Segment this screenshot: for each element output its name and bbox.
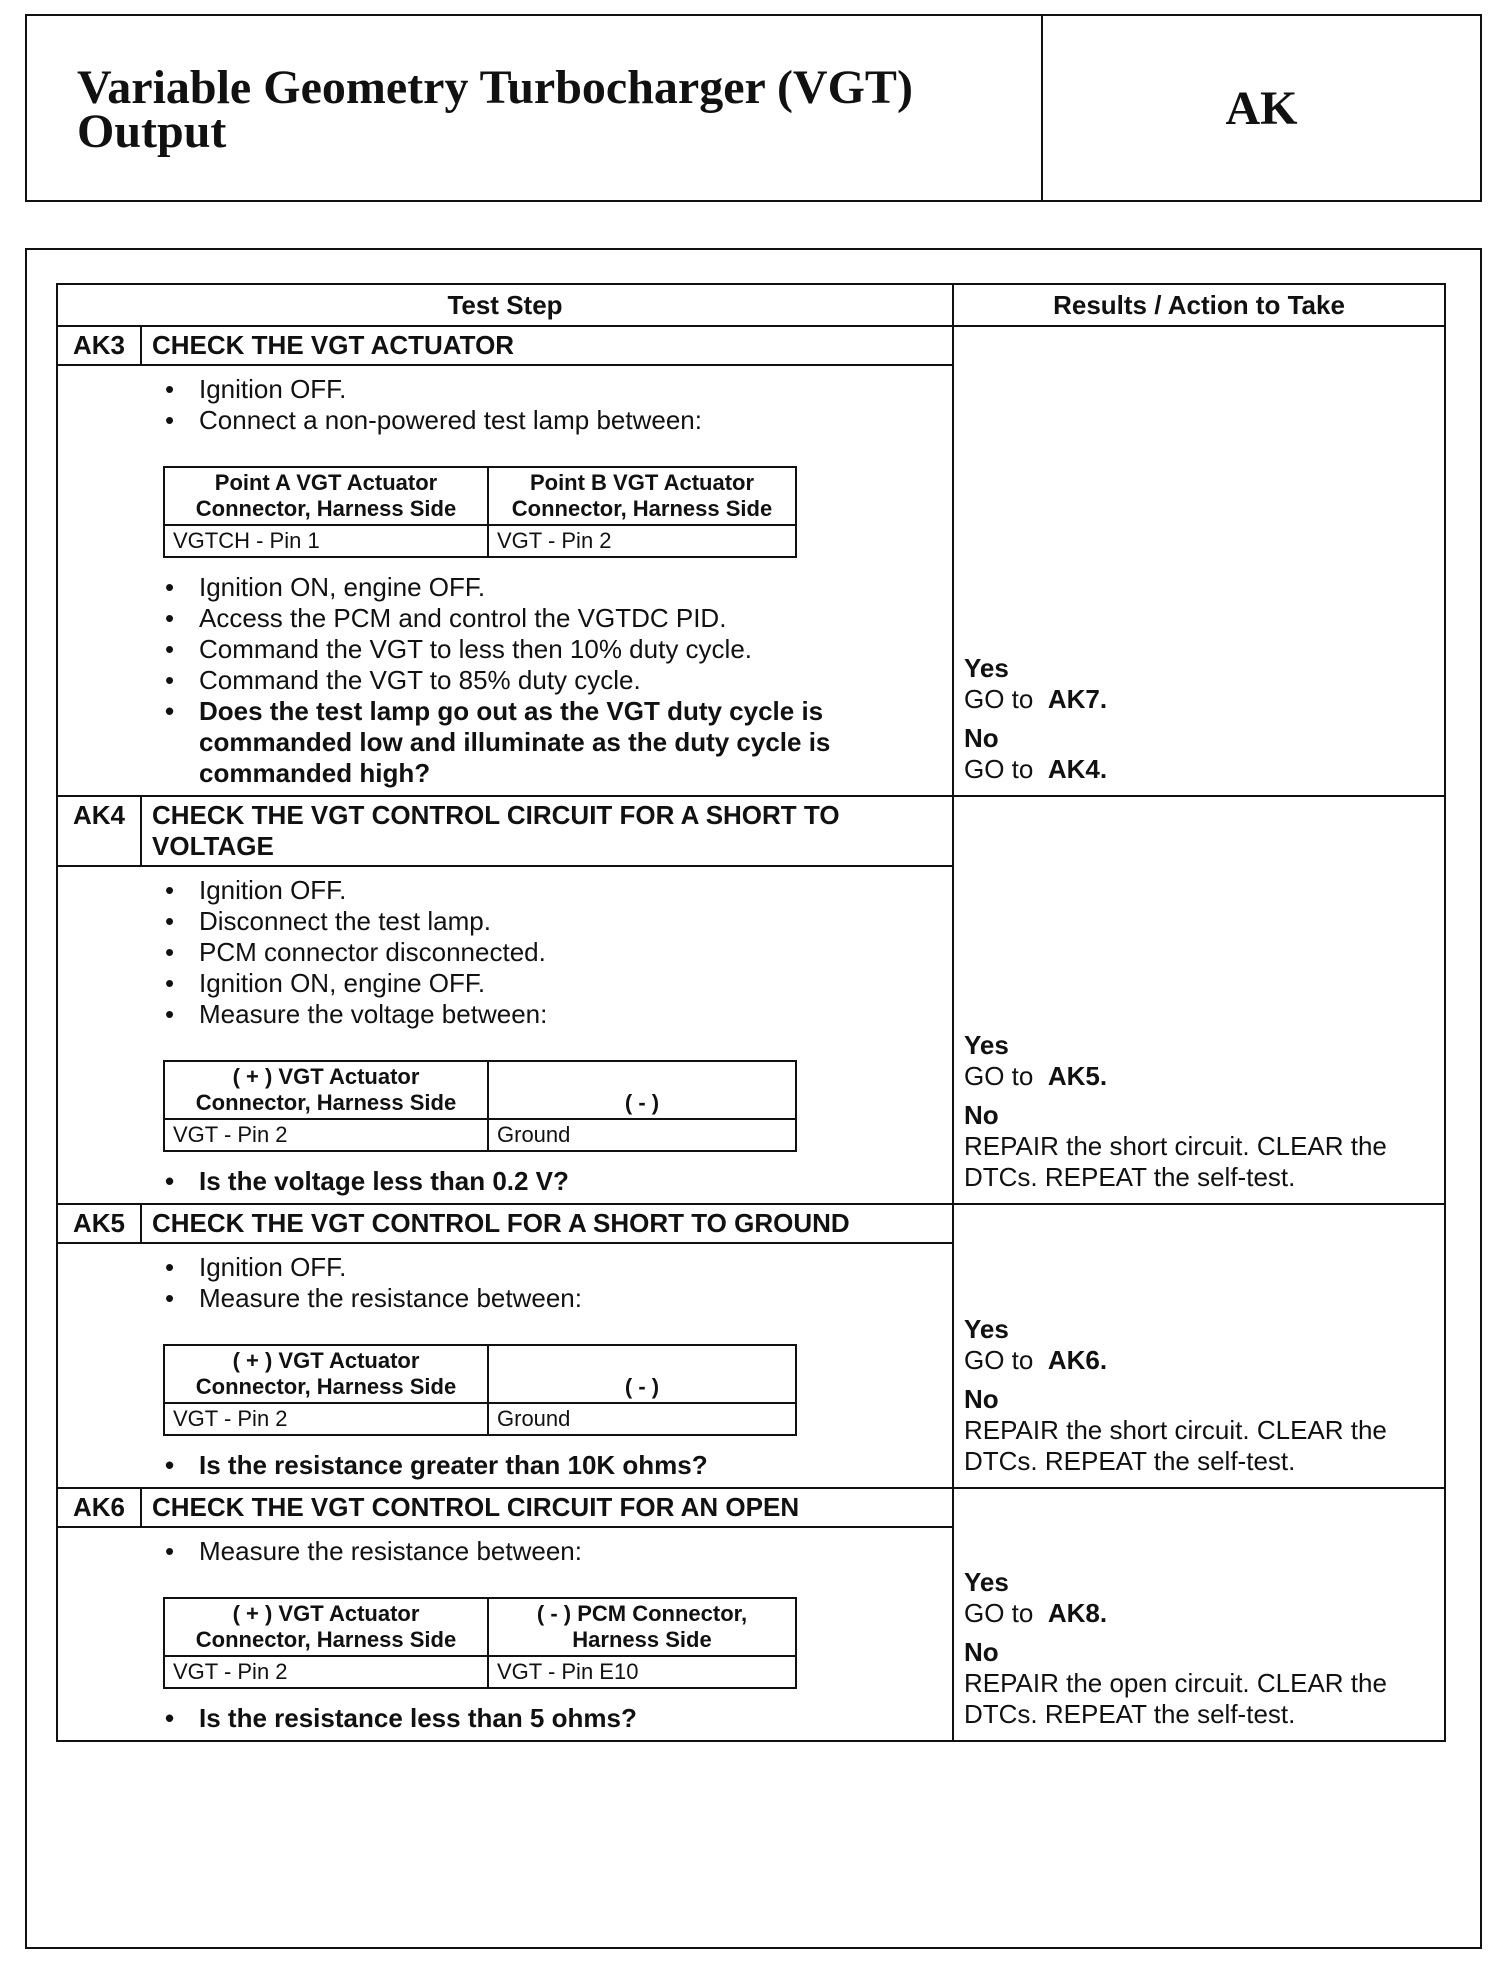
connection-table (163, 466, 797, 558)
page-title-line2: Output (77, 105, 227, 158)
point-a-header: Point A VGT Actuator Connector, Harness Side (164, 467, 488, 525)
step-title: CHECK THE VGT ACTUATOR (141, 326, 953, 365)
step-ak6-body (141, 1527, 953, 1741)
table-header-row (57, 284, 1445, 326)
results-header: Results / Action to Take (953, 284, 1445, 326)
positive-header: ( + ) VGT Actuator Connector, Harness Side (164, 1345, 488, 1403)
yes-target: AK7. (1047, 684, 1108, 714)
section-code: AK (1225, 81, 1298, 135)
no-label: No (964, 1384, 999, 1414)
no-target: AK4. (1047, 754, 1108, 784)
yes-target: AK5. (1047, 1061, 1108, 1091)
test-procedure-table (56, 283, 1446, 1742)
test-procedure-frame (25, 248, 1482, 1949)
step-ak4-results (953, 796, 1445, 1204)
step-ak4-title-row (57, 796, 1445, 866)
positive-value: VGT - Pin 2 (164, 1656, 488, 1688)
step-ak5-title-row (57, 1204, 1445, 1243)
yes-label: Yes (964, 1030, 1009, 1060)
step-question: • Is the resistance greater than 10K ohms? (161, 1450, 942, 1481)
step-title: CHECK THE VGT CONTROL CIRCUIT FOR A SHORT TO VOLTAGE (141, 796, 953, 866)
measurement-table (163, 1597, 797, 1689)
list-item: • Connect a non-powered test lamp between: (161, 405, 942, 436)
negative-header: ( - ) (488, 1061, 796, 1119)
list-item: • Measure the resistance between: (161, 1283, 942, 1314)
step-question: • Is the resistance less than 5 ohms? (161, 1703, 942, 1734)
yes-target: AK8. (1047, 1598, 1108, 1628)
step-id: AK4 (57, 796, 141, 866)
step-ak3-body (141, 365, 953, 796)
positive-value: VGT - Pin 2 (164, 1119, 488, 1151)
point-b-header: Point B VGT Actuator Connector, Harness Side (488, 467, 796, 525)
step-ak3-title-row (57, 326, 1445, 365)
negative-value: Ground (488, 1403, 796, 1435)
yes-target: AK6. (1047, 1345, 1108, 1375)
page-header (25, 14, 1482, 202)
list-item: • Measure the voltage between: (161, 999, 942, 1030)
step-ak5-results (953, 1204, 1445, 1488)
test-step-header: Test Step (57, 284, 953, 326)
no-action-text: REPAIR the short circuit. CLEAR the DTCs. REPEAT the self-test. (964, 1131, 1387, 1192)
list-item: • Disconnect the test lamp. (161, 906, 942, 937)
yes-action: GO to AK6. (964, 1345, 1108, 1375)
yes-action: GO to AK7. (964, 684, 1108, 714)
no-action: GO to AK4. (964, 754, 1108, 784)
page-title (27, 16, 1043, 200)
list-item: • PCM connector disconnected. (161, 937, 942, 968)
step-title: CHECK THE VGT CONTROL CIRCUIT FOR AN OPEN (141, 1488, 953, 1527)
list-item: • Command the VGT to 85% duty cycle. (161, 665, 942, 696)
step-bullets (141, 1528, 952, 1567)
point-a-value: VGTCH - Pin 1 (164, 525, 488, 557)
step-ak5-body (141, 1243, 953, 1488)
positive-header: ( + ) VGT Actuator Connector, Harness Side (164, 1061, 488, 1119)
step-bullets (141, 1689, 952, 1740)
list-item: • Command the VGT to less then 10% duty cycle. (161, 634, 942, 665)
step-id: AK5 (57, 1204, 141, 1243)
step-id: AK6 (57, 1488, 141, 1527)
negative-header: ( - ) (488, 1345, 796, 1403)
yes-label: Yes (964, 653, 1009, 683)
yes-action: GO to AK5. (964, 1061, 1108, 1091)
page-title-line1: Variable Geometry Turbocharger (VGT) (77, 61, 913, 114)
step-question: • Is the voltage less than 0.2 V? (161, 1166, 942, 1197)
positive-header: ( + ) VGT Actuator Connector, Harness Side (164, 1598, 488, 1656)
yes-action: GO to AK8. (964, 1598, 1108, 1628)
yes-label: Yes (964, 1314, 1009, 1344)
step-title: CHECK THE VGT CONTROL FOR A SHORT TO GROUND (141, 1204, 953, 1243)
step-bullets (141, 1152, 952, 1203)
step-id: AK3 (57, 326, 141, 365)
list-item: • Ignition OFF. (161, 1252, 942, 1283)
no-label: No (964, 1100, 999, 1130)
positive-value: VGT - Pin 2 (164, 1403, 488, 1435)
list-item: • Ignition OFF. (161, 374, 942, 405)
negative-header: ( - ) PCM Connector, Harness Side (488, 1598, 796, 1656)
list-item: • Ignition ON, engine OFF. (161, 572, 942, 603)
measurement-table (163, 1060, 797, 1152)
step-ak4-body (141, 866, 953, 1204)
step-question: • Does the test lamp go out as the VGT duty cycle is commanded low and illuminate as the duty cycle is commanded high? (161, 696, 942, 789)
yes-label: Yes (964, 1567, 1009, 1597)
point-b-value: VGT - Pin 2 (488, 525, 796, 557)
no-label: No (964, 723, 999, 753)
step-ak6-title-row (57, 1488, 1445, 1527)
list-item: • Access the PCM and control the VGTDC PID. (161, 603, 942, 634)
list-item: • Measure the resistance between: (161, 1536, 942, 1567)
no-action-text: REPAIR the short circuit. CLEAR the DTCs. REPEAT the self-test. (964, 1415, 1387, 1476)
no-label: No (964, 1637, 999, 1667)
step-ak6-results (953, 1488, 1445, 1741)
step-bullets (141, 1436, 952, 1487)
no-action-text: REPAIR the open circuit. CLEAR the DTCs. REPEAT the self-test. (964, 1668, 1387, 1729)
list-item: • Ignition OFF. (161, 875, 942, 906)
negative-value: Ground (488, 1119, 796, 1151)
negative-value: VGT - Pin E10 (488, 1656, 796, 1688)
step-ak3-results (953, 326, 1445, 796)
step-bullets (141, 558, 952, 795)
measurement-table (163, 1344, 797, 1436)
step-bullets (141, 867, 952, 1030)
list-item: • Ignition ON, engine OFF. (161, 968, 942, 999)
step-bullets (141, 366, 952, 436)
step-bullets (141, 1244, 952, 1314)
